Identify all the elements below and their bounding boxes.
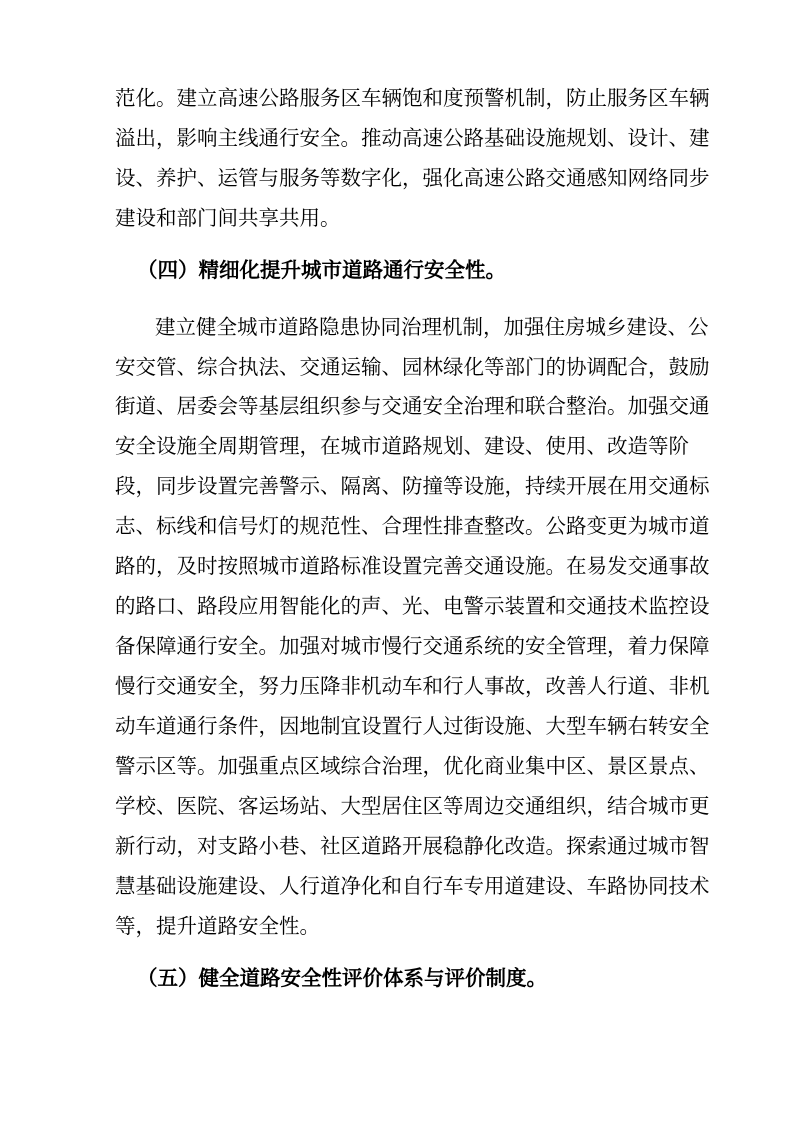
- paragraph-line: 街道、居委会等基层组织参与交通安全治理和联合整治。加强交通: [115, 394, 710, 418]
- paragraph-line: 等，提升道路安全性。: [115, 914, 320, 938]
- section-heading: （五）健全道路安全性评价体系与评价制度。: [137, 966, 547, 990]
- paragraph-line: 学校、医院、客运场站、大型居住区等周边交通组织，结合城市更: [115, 794, 710, 818]
- paragraph-line: 慢行交通安全，努力压降非机动车和行人事故，改善人行道、非机: [115, 674, 710, 698]
- paragraph-line: 动车道通行条件，因地制宜设置行人过街设施、大型车辆右转安全: [115, 714, 710, 738]
- paragraph-line: 设、养护、运管与服务等数字化，强化高速公路交通感知网络同步: [115, 166, 710, 190]
- paragraph-line: 警示区等。加强重点区域综合治理，优化商业集中区、景区景点、: [115, 754, 710, 778]
- paragraph-line: 安交管、综合执法、交通运输、园林绿化等部门的协调配合，鼓励: [115, 355, 710, 379]
- paragraph-line: 志、标线和信号灯的规范性、合理性排查整改。公路变更为城市道: [115, 514, 710, 538]
- paragraph-line: 建立健全城市道路隐患协同治理机制，加强住房城乡建设、公: [155, 315, 709, 339]
- paragraph-line: 的路口、路段应用智能化的声、光、电警示装置和交通技术监控设: [115, 594, 710, 618]
- paragraph-line: 安全设施全周期管理，在城市道路规划、建设、使用、改造等阶: [115, 434, 689, 458]
- paragraph-line: 建设和部门间共享共用。: [115, 206, 341, 230]
- paragraph-line: 新行动，对支路小巷、社区道路开展稳静化改造。探索通过城市智: [115, 834, 710, 858]
- section-heading: （四）精细化提升城市道路通行安全性。: [137, 258, 506, 282]
- paragraph-line: 段，同步设置完善警示、隔离、防撞等设施，持续开展在用交通标: [115, 474, 710, 498]
- paragraph-line: 溢出，影响主线通行安全。推动高速公路基础设施规划、设计、建: [115, 126, 710, 150]
- paragraph-line: 备保障通行安全。加强对城市慢行交通系统的安全管理，着力保障: [115, 634, 710, 658]
- paragraph-line: 范化。建立高速公路服务区车辆饱和度预警机制，防止服务区车辆: [115, 86, 710, 110]
- paragraph-line: 路的，及时按照城市道路标准设置完善交通设施。在易发交通事故: [115, 554, 710, 578]
- paragraph-line: 慧基础设施建设、人行道净化和自行车专用道建设、车路协同技术: [115, 874, 710, 898]
